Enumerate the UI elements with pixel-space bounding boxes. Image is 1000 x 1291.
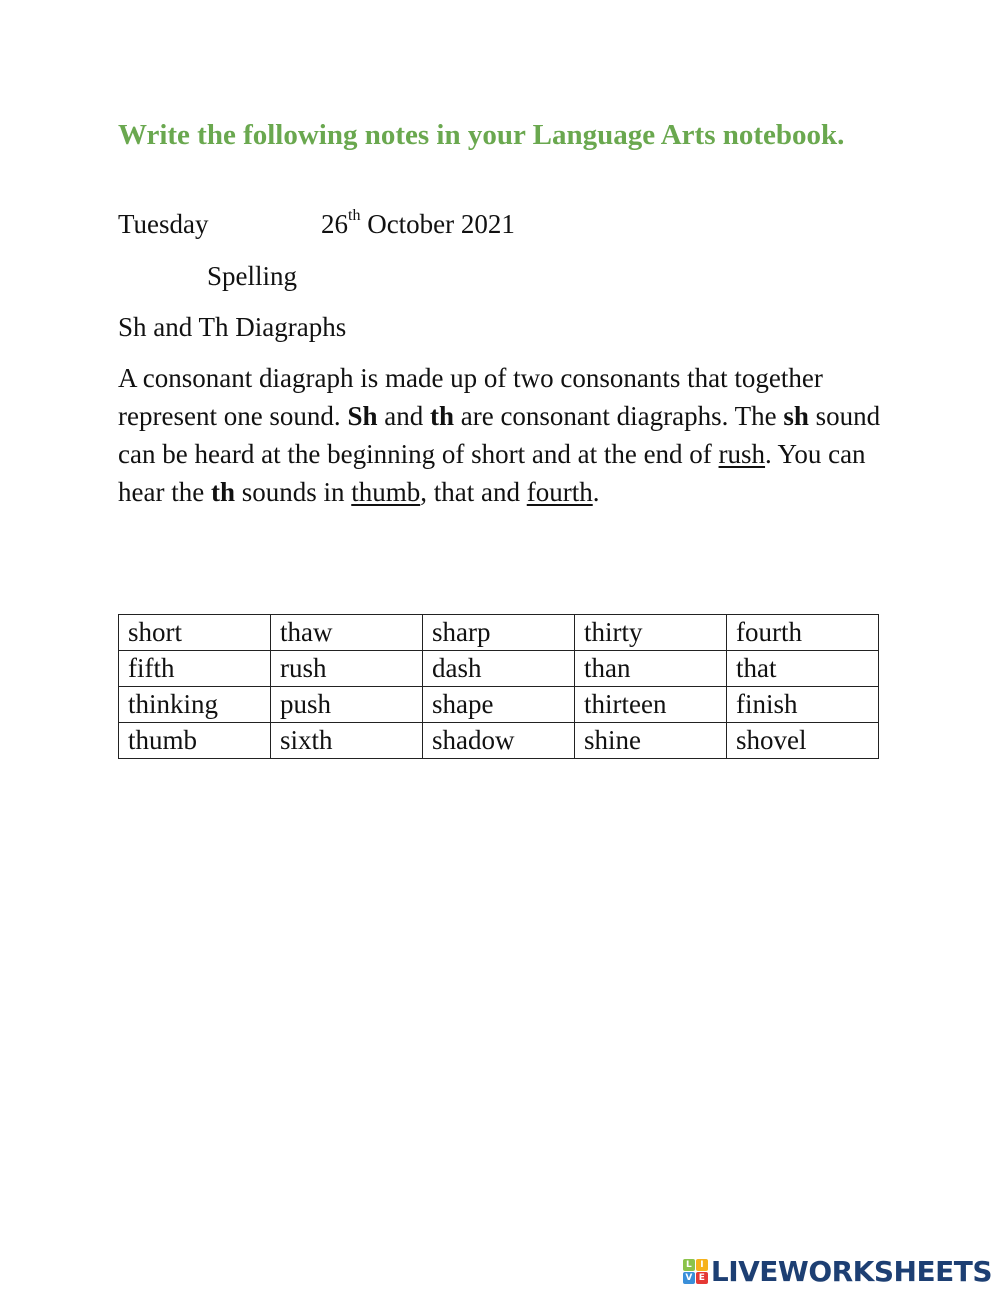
word-cell: sharp (423, 615, 575, 651)
word-cell: push (271, 687, 423, 723)
topic-heading: Sh and Th Diagraphs (118, 312, 347, 342)
word-cell: that (727, 651, 879, 687)
word-cell: thirty (575, 615, 727, 651)
spelling-word-table (118, 614, 879, 759)
liveworksheets-logo (683, 1255, 992, 1288)
word-cell: fifth (119, 651, 271, 687)
explanation-paragraph: A consonant diagraph is made up of two consonants that together represent one sound. Sh and th are consonant diagraphs. The sh sound can be heard at the beginning of short and at the end of rush. You can hear the th sounds in thumb, that and fourth. (118, 363, 881, 507)
date-label (321, 205, 515, 243)
subject-label: Spelling (207, 261, 298, 291)
table-row (119, 723, 879, 759)
word-cell: shine (575, 723, 727, 759)
table-row (119, 651, 879, 687)
instruction-heading: Write the following notes in your Language Arts notebook. (118, 119, 845, 151)
word-cell: thinking (119, 687, 271, 723)
word-cell: finish (727, 687, 879, 723)
word-cell: shadow (423, 723, 575, 759)
date-suffix: th (348, 207, 361, 224)
day-label: Tuesday (118, 209, 209, 239)
logo-blocks-icon: L I V E (683, 1259, 708, 1284)
word-cell: shape (423, 687, 575, 723)
table-row (119, 615, 879, 651)
word-cell: short (119, 615, 271, 651)
word-cell: than (575, 651, 727, 687)
word-cell: fourth (727, 615, 879, 651)
word-cell: thirteen (575, 687, 727, 723)
word-cell: thaw (271, 615, 423, 651)
word-cell: sixth (271, 723, 423, 759)
word-cell: shovel (727, 723, 879, 759)
table-row (119, 687, 879, 723)
word-cell: rush (271, 651, 423, 687)
word-cell: thumb (119, 723, 271, 759)
word-cell: dash (423, 651, 575, 687)
logo-text: LIVEWORKSHEETS (710, 1255, 992, 1288)
date-day: 26 (321, 209, 348, 239)
date-rest: October 2021 (367, 209, 515, 239)
